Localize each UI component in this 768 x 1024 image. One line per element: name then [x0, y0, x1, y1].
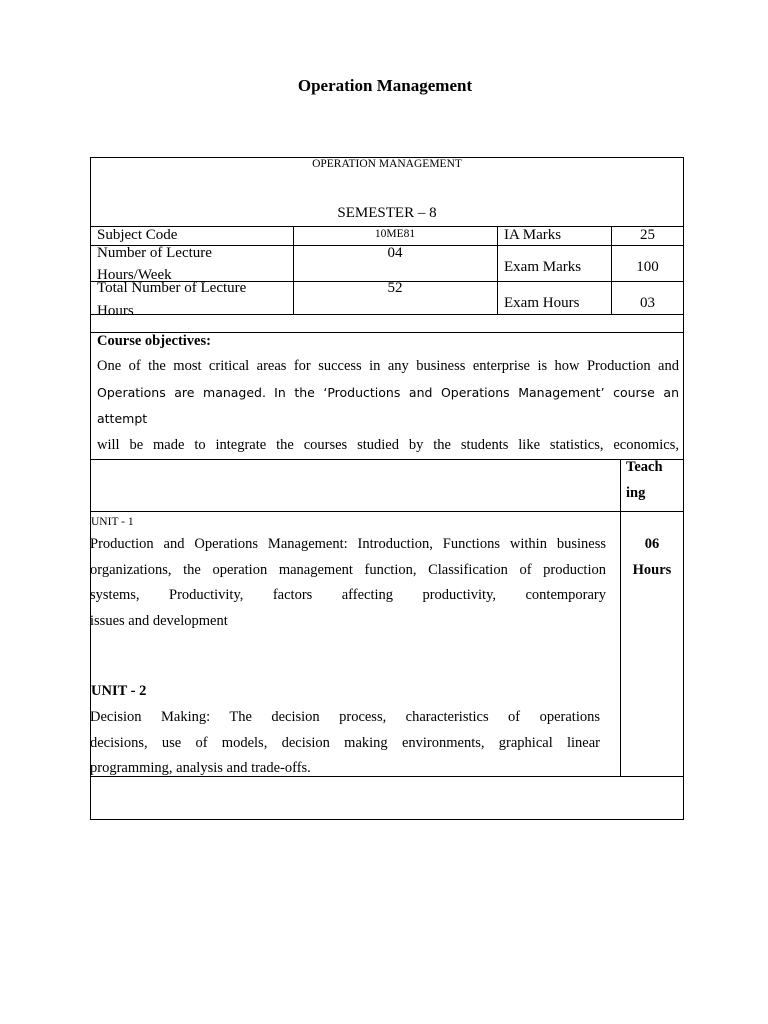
teaching-hours-header-line2: ing — [626, 485, 646, 501]
unit-1-line-3: systems, Productivity, factors affecting productivity, contemporary — [90, 587, 606, 603]
lecture-hours-week-value: 04 — [387, 245, 403, 261]
ia-marks-value: 25 — [640, 227, 655, 243]
info-table-top-border — [90, 226, 684, 227]
course-objectives-heading: Course objectives: — [97, 333, 211, 349]
units-bottom-border — [90, 776, 684, 777]
info-row-divider-3 — [90, 314, 684, 315]
unit-2-text — [90, 705, 600, 782]
total-lecture-value: 52 — [387, 280, 403, 296]
exam-hours-label: Exam Hours — [504, 295, 580, 311]
teaching-hours-header-line1: Teach — [626, 459, 663, 475]
objectives-line-1: One of the most critical areas for success in any business enterprise is how Production and — [97, 358, 679, 374]
document-title: Operation Management — [297, 76, 473, 95]
lecture-hours-week-label-line2: Hours/Week — [97, 267, 172, 281]
unit-1-line-4: issues and development — [90, 612, 228, 629]
course-name: OPERATION MANAGEMENT — [312, 158, 462, 170]
course-objectives-text — [97, 354, 679, 458]
exam-hours-value: 03 — [640, 295, 655, 311]
subject-code-label: Subject Code — [97, 227, 178, 243]
objectives-line-2-end: In the ‘Productions and Operations Management’ course an attempt — [97, 384, 679, 426]
semester-label: SEMESTER – 8 — [337, 205, 437, 221]
unit-1-line-2: organizations, the operation management function, Classification of production — [90, 561, 606, 578]
unit-2-line-2: decisions, use of models, decision making environments, graphical linear — [90, 734, 600, 751]
unit-1-line-1: Production and Operations Management: Introduction, Functions within business — [90, 536, 606, 552]
unit-1-hours-value: 06 — [644, 536, 660, 552]
total-lecture-label-line2: Hours — [97, 303, 134, 314]
lecture-hours-week-label-line1: Number of Lecture — [97, 245, 212, 261]
unit-1-label: UNIT - 1 — [91, 516, 134, 528]
subject-code-value: 10ME81 — [374, 228, 416, 240]
units-top-border — [90, 511, 684, 512]
lecture-hours-week-label — [97, 245, 293, 281]
hours-column-divider — [620, 459, 621, 776]
objectives-line-2 — [97, 380, 679, 433]
total-lecture-label-line1: Total Number of Lecture — [97, 281, 247, 296]
teaching-row-top-border — [90, 459, 684, 460]
exam-marks-value: 100 — [636, 259, 659, 275]
objectives-line-3: will be made to integrate the courses studied by the students like statistics, economics, — [97, 436, 679, 453]
exam-marks-label: Exam Marks — [504, 259, 582, 275]
unit-2-line-3: programming, analysis and trade-offs. — [90, 760, 311, 776]
unit-1-text — [90, 532, 606, 634]
info-col-divider-2 — [497, 226, 498, 314]
objectives-line-2-start: Operations are managed. — [97, 384, 266, 400]
unit-1-hours-label: Hours — [632, 562, 672, 578]
unit-2-label: UNIT - 2 — [91, 683, 147, 699]
ia-marks-label: IA Marks — [504, 227, 562, 243]
total-lecture-hours-label — [97, 281, 293, 314]
unit-2-line-1: Decision Making: The decision process, characteristics of operations — [90, 709, 600, 725]
